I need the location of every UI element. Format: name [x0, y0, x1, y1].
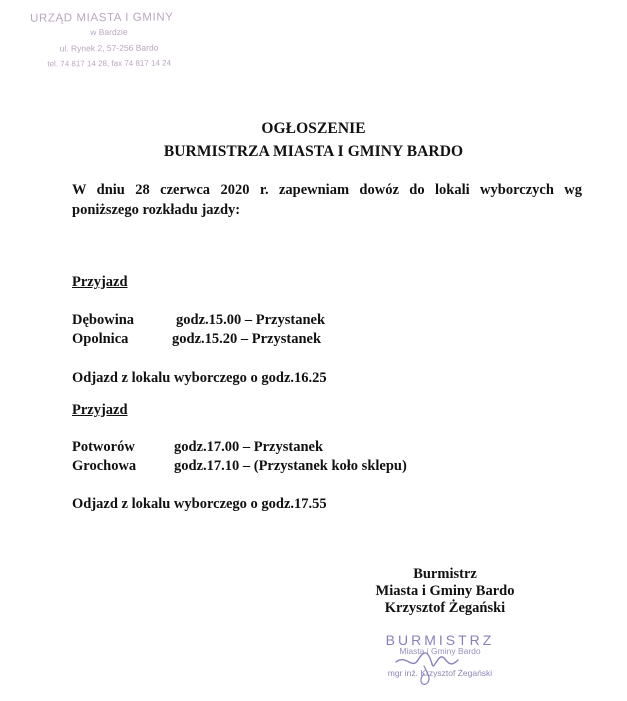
- stamp-office-place: w Bardzie: [90, 26, 128, 38]
- announcement-title: OGŁOSZENIE: [261, 120, 366, 137]
- section1-row2-place: Opolnica: [72, 331, 129, 347]
- section1-row2-info: godz.15.20 – Przystanek: [172, 331, 322, 347]
- section2-row1-place: Potworów: [72, 439, 135, 455]
- section2-departure: Odjazd z lokalu wyborczego o godz.17.55: [72, 496, 327, 512]
- announcement-subtitle: BURMISTRZA MIASTA I GMINY BARDO: [163, 143, 464, 160]
- stamp-mayor-office: Miasta i Gminy Bardo: [399, 646, 481, 656]
- stamp-office-phone: tel. 74 817 14 28, fax 74 817 14 24: [47, 58, 172, 69]
- handwritten-signature: [388, 640, 478, 690]
- signature-title: Burmistrz: [413, 566, 477, 582]
- section2-row2-place: Grochowa: [72, 458, 137, 474]
- section1-label: Przyjazd: [72, 274, 128, 290]
- stamp-mayor-title: BURMISTRZ: [385, 632, 495, 648]
- section1-row1-place: Dębowina: [72, 312, 135, 328]
- stamp-mayor-name: mgr inż. Krzysztof Żegański: [387, 668, 493, 678]
- section2-row2-info: godz.17.10 – (Przystanek koło sklepu): [174, 458, 407, 474]
- office-stamp: [24, 11, 195, 72]
- stamp-office-name: URZĄD MIASTA I GMINY: [30, 11, 174, 25]
- section1-departure: Odjazd z lokalu wyborczego o godz.16.25: [72, 370, 327, 386]
- intro-line-2: poniższego rozkładu jazdy:: [72, 202, 241, 218]
- section1-row1-info: godz.15.00 – Przystanek: [176, 312, 326, 328]
- signature-name: Krzysztof Żegański: [384, 600, 506, 616]
- intro-line-1: W dniu 28 czerwca 2020 r. zapewniam dowóz do lokali wyborczych wg: [72, 182, 582, 198]
- signature-office: Miasta i Gminy Bardo: [375, 583, 515, 599]
- stamp-office-address: ul. Rynek 2, 57-256 Bardo: [59, 42, 159, 54]
- section2-row1-info: godz.17.00 – Przystanek: [174, 439, 324, 455]
- intro-paragraph: [72, 180, 582, 220]
- section2-label: Przyjazd: [72, 402, 128, 418]
